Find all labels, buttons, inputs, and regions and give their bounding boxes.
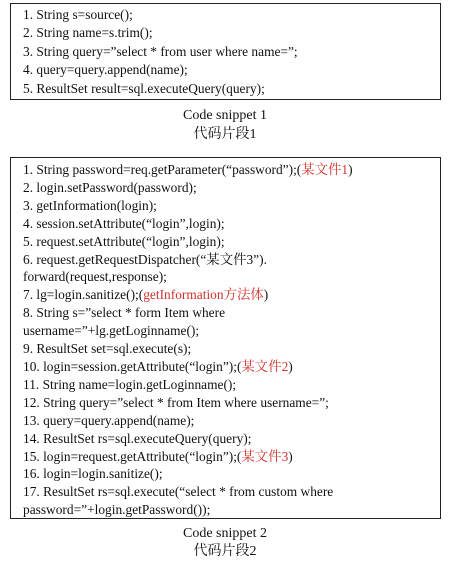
snippet-1-caption-en: Code snippet 1	[183, 108, 267, 123]
code-line	[23, 286, 440, 304]
code-text: forward(request,response);	[23, 269, 167, 285]
code-line	[23, 394, 440, 412]
code-text: 5. request.setAttribute(“login”,login);	[23, 233, 225, 249]
code-line: 5. ResultSet result=sql.executeQuery(query);	[23, 80, 265, 96]
code-text: 16. login=login.sanitize();	[23, 466, 163, 482]
snippet-2-caption-en: Code snippet 2	[183, 526, 267, 541]
code-text: 13. query=query.append(name);	[23, 412, 195, 428]
code-line	[23, 304, 440, 322]
code-snippet-2-box	[10, 157, 441, 519]
code-text: 4. session.setAttribute(“login”,login);	[23, 215, 225, 231]
code-snippet-1-box	[10, 3, 441, 100]
code-line	[23, 179, 440, 197]
snippet-2-caption-cn: 代码片段2	[193, 544, 257, 559]
code-line	[23, 251, 440, 269]
code-line: 4. query=query.append(name);	[23, 62, 188, 78]
code-line	[23, 465, 440, 483]
code-line	[23, 412, 440, 430]
code-line	[23, 358, 440, 376]
code-line	[23, 376, 440, 394]
code-text: 12. String query=”select * from Item where username=”;	[23, 394, 329, 410]
code-text-tail: )	[348, 162, 353, 177]
code-text: 10. login=session.getAttribute(“login”);(	[23, 358, 242, 374]
code-line	[23, 340, 440, 358]
code-text: 1. String password=req.getParameter(“password”);(	[23, 162, 302, 177]
code-text: 3. getInformation(login);	[23, 197, 157, 213]
code-line	[23, 501, 440, 519]
code-line	[23, 483, 440, 501]
code-line	[23, 430, 440, 448]
code-text: password=”+login.getPassword());	[23, 502, 211, 518]
code-text: 11. String name=login.getLoginname();	[23, 376, 237, 392]
code-line	[23, 215, 440, 233]
code-text-tail: )	[288, 358, 293, 374]
code-text: 7. lg=login.sanitize();(	[23, 287, 144, 303]
code-text: username=”+lg.getLoginname();	[23, 323, 200, 339]
code-text: 8. String s=”select * form Item where	[23, 305, 226, 321]
code-line	[23, 448, 440, 466]
code-text: 15. login=request.getAttribute(“login”);(	[23, 448, 242, 464]
code-text: 14. ResultSet rs=sql.executeQuery(query);	[23, 430, 252, 446]
code-text: 6. request.getRequestDispatcher(“某文件3”).	[23, 251, 267, 267]
code-annotation: 某文件1	[301, 162, 349, 177]
code-line: 2. String name=s.trim();	[23, 25, 153, 41]
snippet-1-caption-cn: 代码片段1	[193, 127, 257, 142]
code-annotation: 某文件3	[241, 448, 289, 464]
code-text-tail: )	[288, 448, 293, 464]
code-line	[23, 322, 440, 340]
code-line	[23, 197, 440, 215]
code-line: 3. String query=”select * from user where name=”;	[23, 43, 298, 59]
code-annotation: getInformation方法体	[143, 287, 264, 303]
code-line: 1. String s=source();	[23, 7, 133, 22]
code-line	[23, 268, 440, 286]
code-text: 17. ResultSet rs=sql.execute(“select * from custom where	[23, 484, 334, 500]
code-line	[23, 161, 440, 179]
code-text-tail: )	[263, 287, 269, 303]
code-annotation: 某文件2	[241, 358, 289, 374]
code-line	[23, 233, 440, 251]
code-text: 9. ResultSet set=sql.execute(s);	[23, 341, 192, 357]
code-text: 2. login.setPassword(password);	[23, 179, 197, 195]
